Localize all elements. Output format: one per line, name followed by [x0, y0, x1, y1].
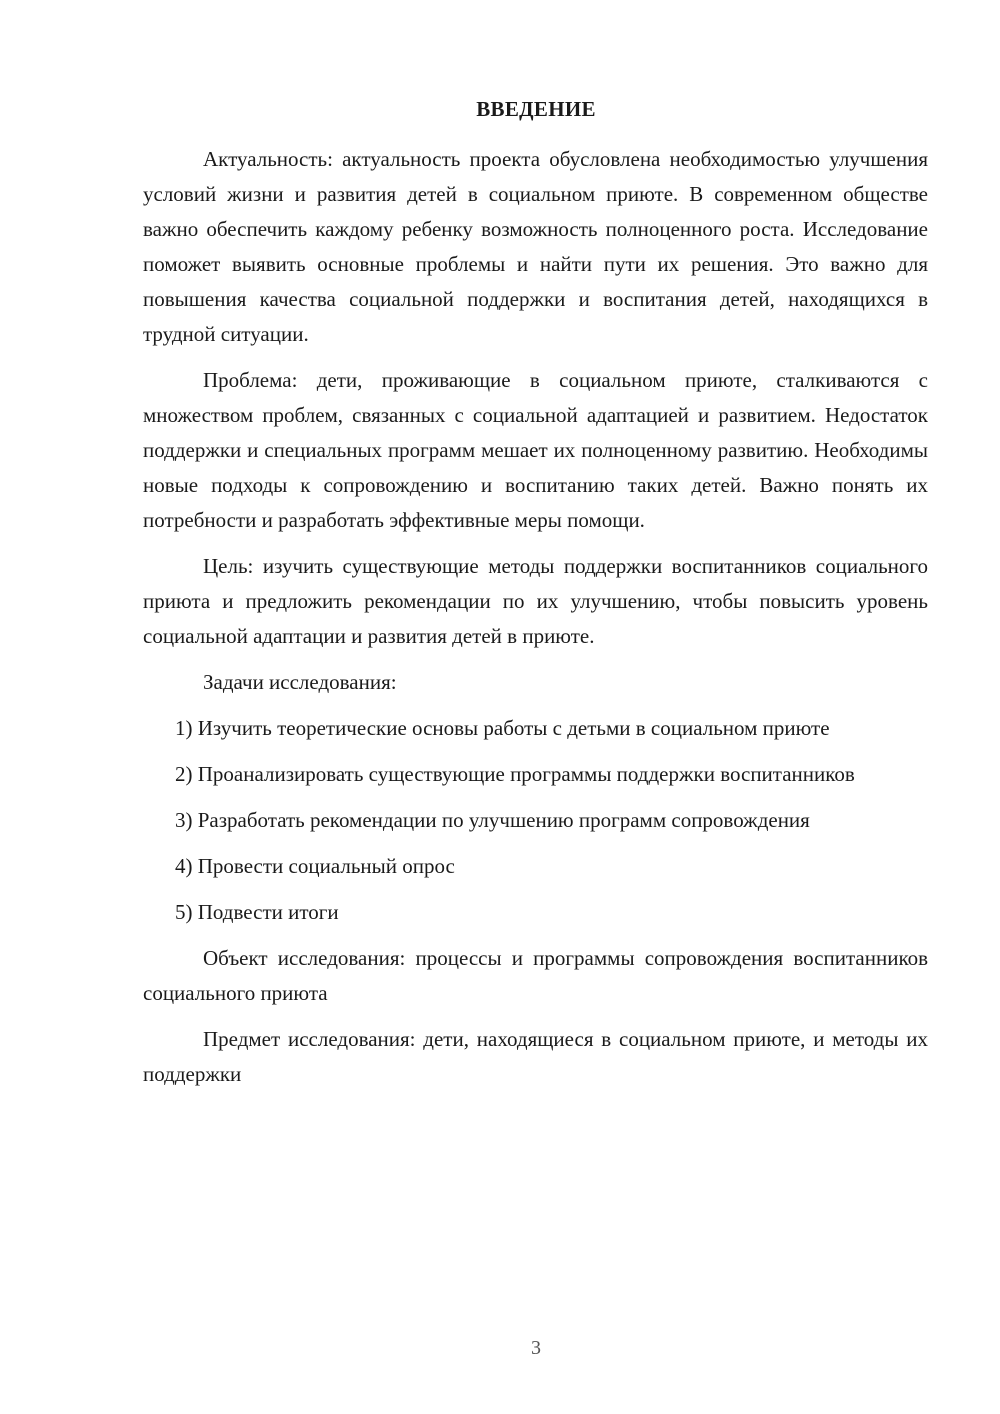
task-item-5: 5) Подвести итоги [175, 900, 339, 924]
task-item-4: 4) Провести социальный опрос [175, 854, 455, 878]
task-item-2: 2) Проанализировать существующие программы поддержки воспитанников [175, 762, 855, 786]
task-item-3: 3) Разработать рекомендации по улучшению программ сопровождения [175, 808, 810, 832]
paragraph-relevance: Актуальность: актуальность проекта обусловлена необходимостью улучшения условий жизни и развития детей в социальном приюте. В современном обществе важно обеспечить каждому ребенку возможность полноценного роста. Исследование поможет выявить основные проблемы и найти пути их решения. Это важно для повышения качества социальной поддержки и воспитания детей, находящихся в трудной ситуации. [143, 147, 928, 346]
paragraph-goal: Цель: изучить существующие методы поддержки воспитанников социального приюта и предложить рекомендации по их улучшению, чтобы повысить уровень социальной адаптации и развития детей в приюте. [143, 554, 928, 648]
paragraph-problem: Проблема: дети, проживающие в социальном приюте, сталкиваются с множеством проблем, связанных с социальной адаптацией и развитием. Недостаток поддержки и специальных программ мешает их полноценному развитию. Необходимы новые подходы к сопровождению и воспитанию таких детей. Важно понять их потребности и разработать эффективные меры помощи. [143, 368, 928, 532]
paragraph-subject: Предмет исследования: дети, находящиеся в социальном приюте, и методы их поддержки [143, 1027, 928, 1086]
tasks-heading: Задачи исследования: [203, 670, 397, 694]
paragraph-object: Объект исследования: процессы и программы сопровождения воспитанников социального приюта [143, 946, 928, 1005]
document-body [143, 142, 928, 1103]
section-title: ВВЕДЕНИЕ [476, 97, 596, 121]
task-item-1: 1) Изучить теоретические основы работы с детьми в социальном приюте [175, 716, 830, 740]
page-number: 3 [531, 1337, 541, 1359]
